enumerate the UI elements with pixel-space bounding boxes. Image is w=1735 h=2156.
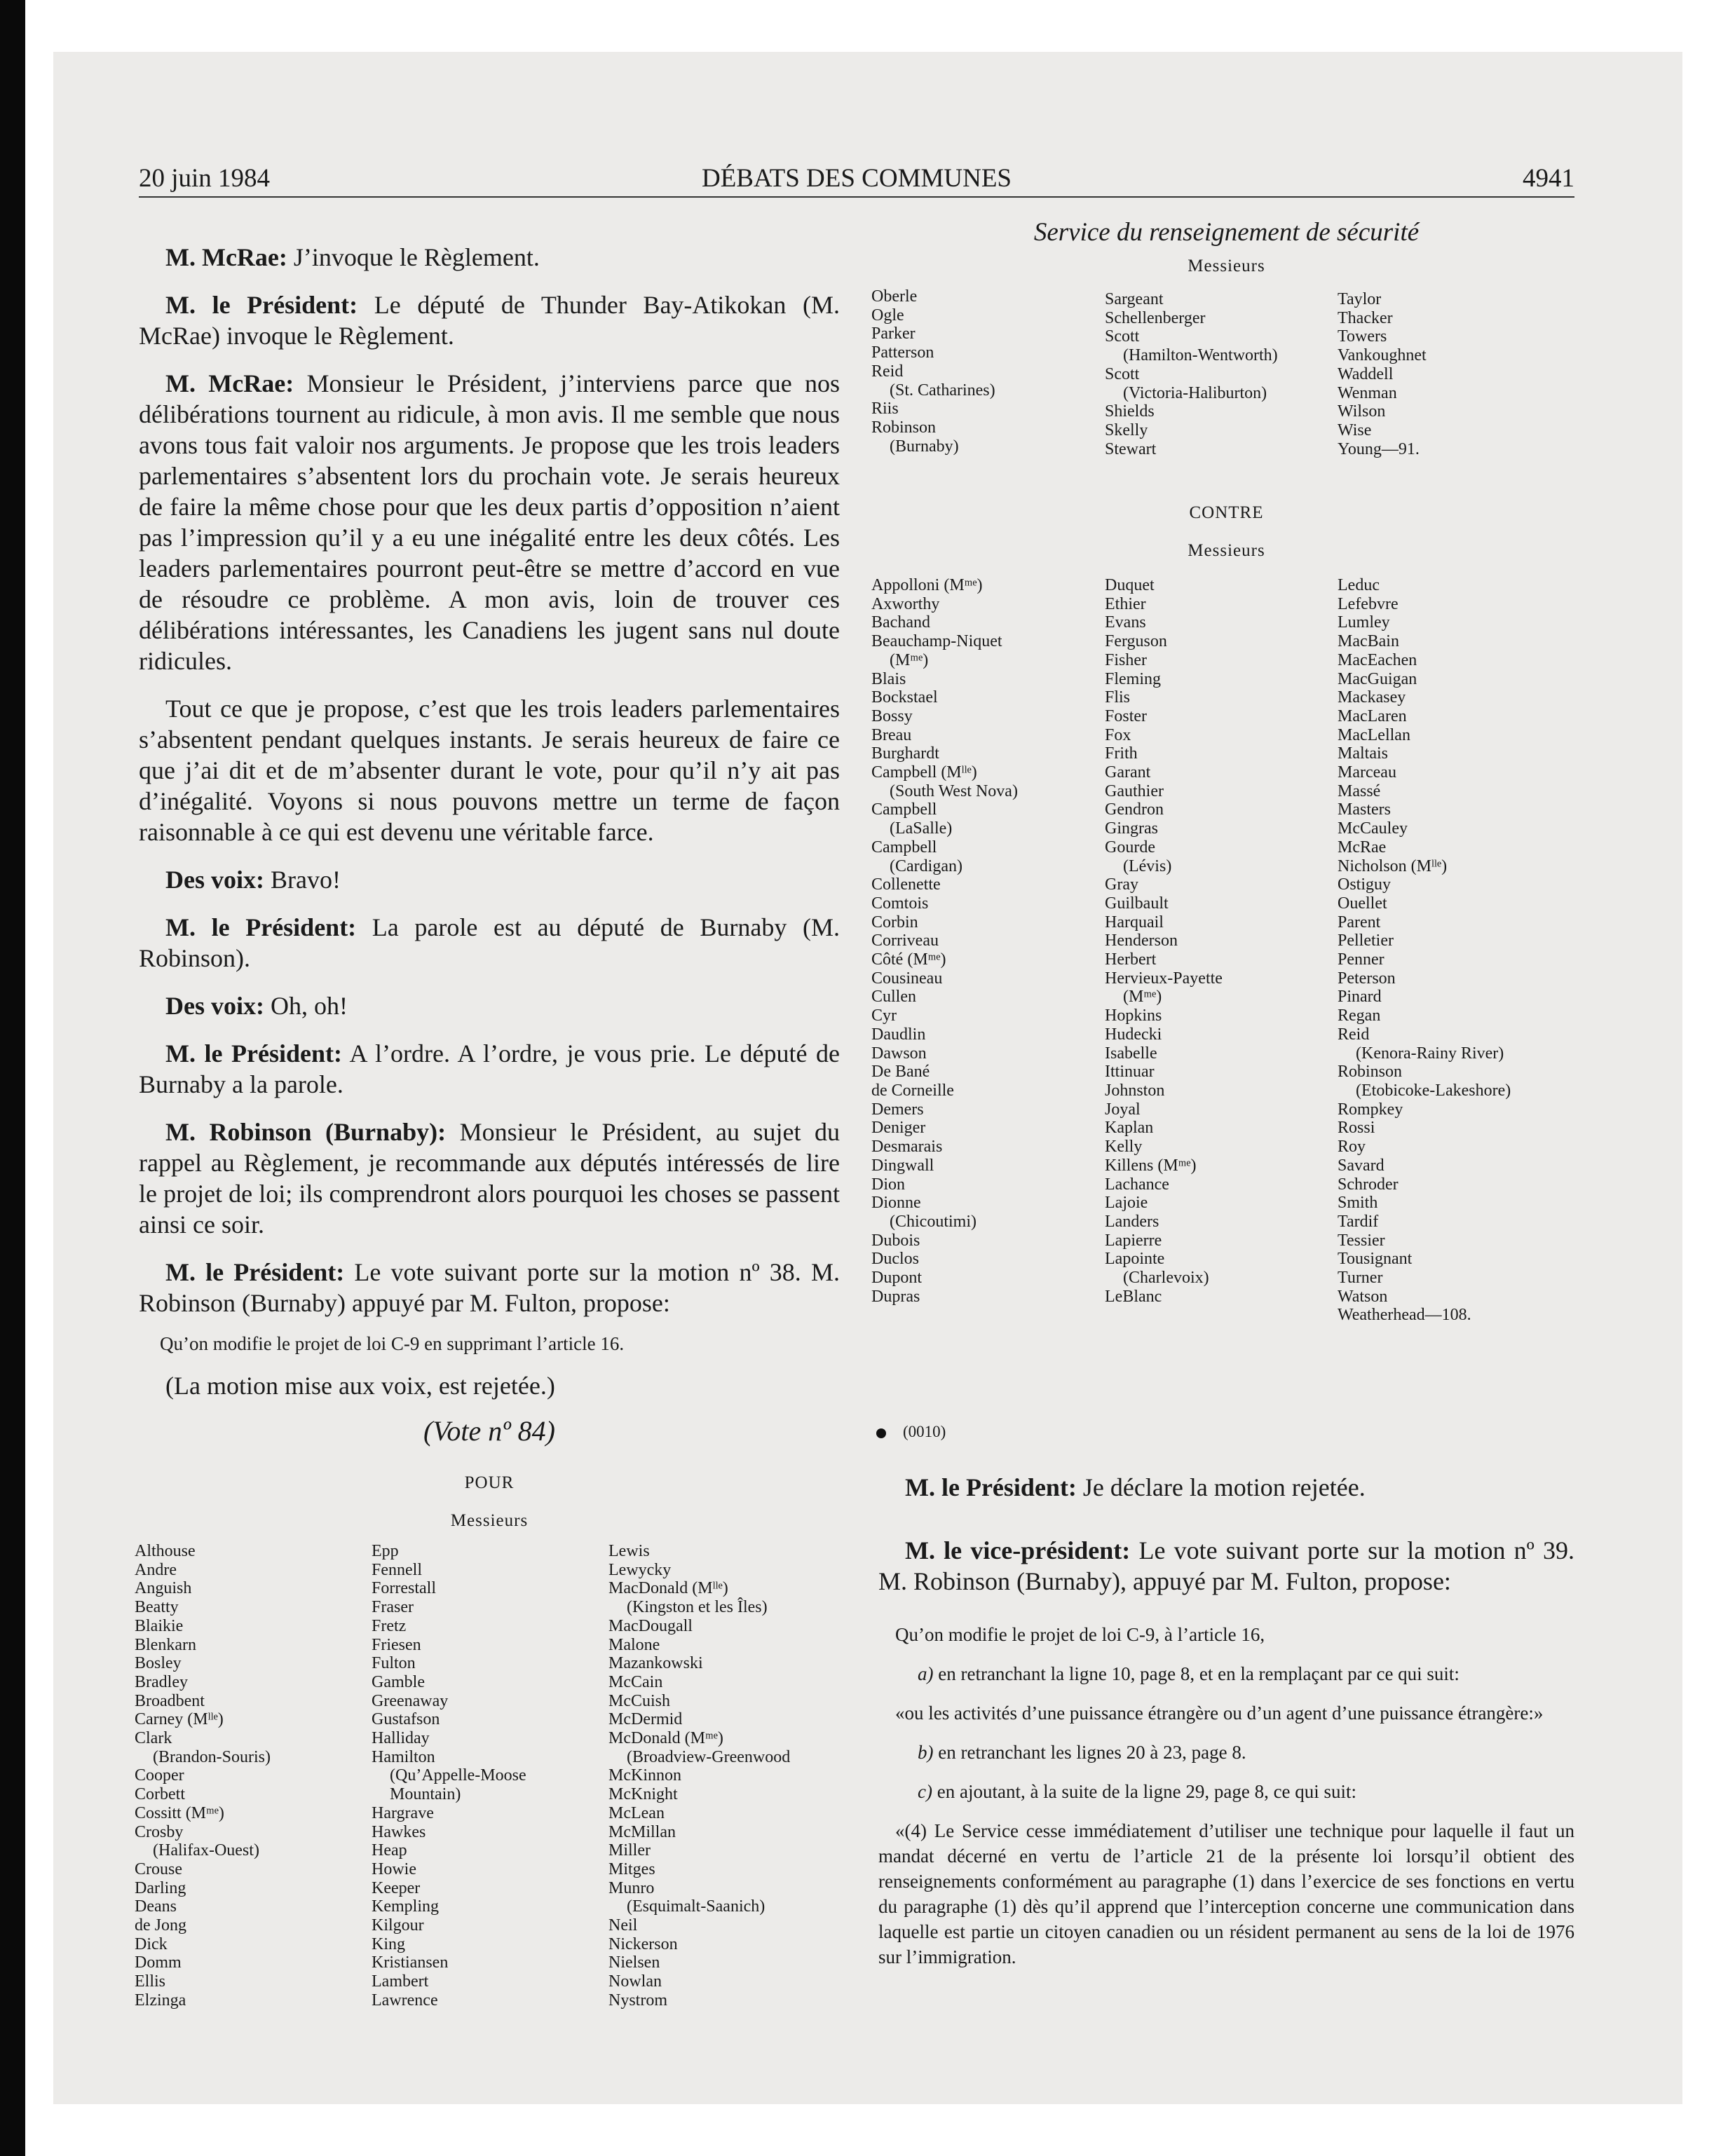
member-name: McCauley xyxy=(1338,819,1408,838)
member-name: Rossi xyxy=(1338,1119,1375,1138)
pour-list-col2 xyxy=(372,1542,526,2010)
member-name: Roy xyxy=(1338,1138,1366,1157)
member-name: Gingras xyxy=(1105,819,1158,838)
member-name: McCain xyxy=(608,1672,663,1691)
member-name: Oberle xyxy=(871,287,918,306)
member-name: Dubois xyxy=(871,1231,920,1250)
member-name: Dion xyxy=(871,1175,905,1194)
member-name: Corbett xyxy=(135,1785,185,1804)
member-name: Skelly xyxy=(1105,421,1148,439)
paragraph: M. le Président: Je déclare la motion rejetée. xyxy=(905,1473,1366,1501)
time-marker: (0010) xyxy=(876,1423,946,1441)
member-name: Garant xyxy=(1105,763,1151,782)
member-name: Cooper xyxy=(135,1766,184,1785)
amendment-a-quote: «ou les activités d’une puissance étrangère ou d’un agent d’une puissance étrangère:» xyxy=(895,1703,1544,1724)
member-name: McDonald (Mᵐᵉ) xyxy=(608,1729,723,1748)
member-name: Smith xyxy=(1338,1194,1378,1213)
member-name: Appolloni (Mᵐᵉ) xyxy=(871,576,983,594)
member-name: (Brandon-Souris) xyxy=(153,1747,271,1766)
contre-label: CONTRE xyxy=(1189,503,1264,522)
member-name: McKnight xyxy=(608,1785,678,1804)
member-name: Lajoie xyxy=(1105,1194,1148,1213)
member-name: Wenman xyxy=(1338,383,1397,402)
member-name: Burghardt xyxy=(871,744,939,763)
member-name: Dawson xyxy=(871,1044,927,1063)
member-name: Nickerson xyxy=(608,1935,678,1953)
right-pour-col2 xyxy=(1105,290,1278,458)
member-name: (Etobicoke-Lakeshore) xyxy=(1356,1081,1511,1100)
header-title: DÉBATS DES COMMUNES xyxy=(701,164,1012,193)
member-name: Kristiansen xyxy=(372,1953,449,1972)
member-name: (Kenora-Rainy River) xyxy=(1356,1044,1504,1063)
member-name: (South West Nova) xyxy=(890,782,1018,800)
member-name: Blenkarn xyxy=(135,1635,196,1654)
member-name: Kaplan xyxy=(1105,1119,1154,1138)
member-name: (Qu’Appelle-Moose xyxy=(390,1766,526,1785)
member-name: Kelly xyxy=(1105,1138,1143,1157)
member-name: Vankoughnet xyxy=(1338,346,1427,365)
member-name: Hudecki xyxy=(1105,1025,1162,1044)
member-name: Scott xyxy=(1105,364,1140,383)
member-name: Deniger xyxy=(871,1119,926,1138)
member-name: Herbert xyxy=(1105,950,1157,969)
member-name: De Bané xyxy=(871,1063,930,1082)
member-name: Turner xyxy=(1338,1269,1383,1288)
right-pour-col3 xyxy=(1338,290,1427,458)
member-name: Isabelle xyxy=(1105,1044,1157,1063)
member-name: Campbell (Mˡˡᵉ) xyxy=(871,763,977,782)
bullet-icon xyxy=(876,1428,886,1438)
member-name: Greenaway xyxy=(372,1691,449,1710)
member-name: (Kingston et les Îles) xyxy=(627,1598,768,1617)
member-name: Mitges xyxy=(608,1860,655,1878)
member-name: Ouellet xyxy=(1338,894,1387,913)
paragraph: M. le Président: Le vote suivant porte sur la motion nº 38. M. Robinson (Burnaby) appuyé par M. Fulton, propose: xyxy=(139,1258,840,1317)
member-name: (Lévis) xyxy=(1123,857,1172,875)
member-name: Lewis xyxy=(608,1542,650,1560)
member-name: Blais xyxy=(871,669,906,688)
member-name: Daudlin xyxy=(871,1025,926,1044)
member-name: Fennell xyxy=(372,1560,422,1579)
member-name: Lapierre xyxy=(1105,1231,1162,1250)
paragraph: M. le Président: A l’ordre. A l’ordre, je vous prie. Le député de Burnaby a la parole. xyxy=(139,1039,840,1098)
member-name: Domm xyxy=(135,1953,182,1972)
pour-messieurs-label: Messieurs xyxy=(450,1511,529,1530)
member-name: MacGuigan xyxy=(1338,669,1417,688)
member-name: Althouse xyxy=(135,1542,196,1560)
member-name: Blaikie xyxy=(135,1616,184,1635)
right-messieurs-label: Messieurs xyxy=(1188,257,1265,275)
member-name: Mazankowski xyxy=(608,1654,703,1673)
left-column xyxy=(139,242,840,1418)
member-name: Demers xyxy=(871,1100,924,1119)
member-name: Lambert xyxy=(372,1972,429,1991)
member-name: Ellis xyxy=(135,1972,166,1991)
member-name: Bachand xyxy=(871,613,930,632)
member-name: Anguish xyxy=(135,1579,192,1598)
member-name: Dick xyxy=(135,1935,168,1953)
member-name: (Hamilton-Wentworth) xyxy=(1123,346,1278,365)
paragraph: M. le Président: La parole est au député de Burnaby (M. Robinson). xyxy=(139,913,840,972)
member-name: Corriveau xyxy=(871,932,939,950)
member-name: Thacker xyxy=(1338,308,1393,327)
member-name: Elzinga xyxy=(135,1991,186,2010)
member-name: King xyxy=(372,1935,405,1953)
member-name: Peterson xyxy=(1338,969,1396,988)
member-name: Friesen xyxy=(372,1635,421,1654)
member-name: (Charlevoix) xyxy=(1123,1269,1209,1288)
contre-list-col3 xyxy=(1338,576,1511,1325)
member-name: Hervieux-Payette xyxy=(1105,969,1223,988)
member-name: Beauchamp-Niquet xyxy=(871,632,1002,651)
member-name: Campbell xyxy=(871,838,937,857)
member-name: Leduc xyxy=(1338,576,1380,594)
member-name: Stewart xyxy=(1105,439,1157,458)
member-name: Halliday xyxy=(372,1729,430,1748)
member-name: (LaSalle) xyxy=(890,819,953,838)
member-name: Keeper xyxy=(372,1878,421,1897)
contre-list-col1 xyxy=(871,576,1018,1306)
member-name: Johnston xyxy=(1105,1081,1165,1100)
member-name: Ostiguy xyxy=(1338,875,1392,894)
member-name: Comtois xyxy=(871,894,929,913)
member-name: Guilbault xyxy=(1105,894,1169,913)
member-name: MacEachen xyxy=(1338,650,1417,669)
member-name: Dionne xyxy=(871,1194,921,1213)
member-name: Malone xyxy=(608,1635,660,1654)
pour-list-col3 xyxy=(608,1542,790,2010)
member-name: Epp xyxy=(372,1542,399,1560)
member-name: Tousignant xyxy=(1338,1250,1413,1269)
member-name: Landers xyxy=(1105,1212,1159,1231)
member-name: (Esquimalt-Saanich) xyxy=(627,1897,766,1916)
member-name: Regan xyxy=(1338,1007,1381,1025)
member-name: Wilson xyxy=(1338,402,1386,421)
member-name: Fulton xyxy=(372,1654,416,1673)
member-name: Crosby xyxy=(135,1822,184,1841)
member-name: Collenette xyxy=(871,875,941,894)
member-name: Schroder xyxy=(1338,1175,1399,1194)
member-name: Masters xyxy=(1338,800,1391,819)
member-name: Cousineau xyxy=(871,969,943,988)
member-name: Lewycky xyxy=(608,1560,672,1579)
member-name: Robinson xyxy=(871,418,937,437)
member-name: Desmarais xyxy=(871,1138,943,1157)
member-name: Ferguson xyxy=(1105,632,1167,651)
member-name: Hargrave xyxy=(372,1803,434,1822)
member-name: Towers xyxy=(1338,327,1387,346)
member-name: (Mᵐᵉ) xyxy=(890,650,929,669)
paragraph: M. le Président: Le député de Thunder Bay-Atikokan (M. McRae) invoque le Règlement. xyxy=(139,291,841,350)
member-name: Heap xyxy=(372,1841,407,1860)
member-name: Breau xyxy=(871,725,912,744)
member-name: Lumley xyxy=(1338,613,1390,632)
member-name: Harquail xyxy=(1105,913,1164,932)
member-name: MacDougall xyxy=(608,1616,693,1635)
member-name: Axworthy xyxy=(871,594,940,613)
member-name: Schellenberger xyxy=(1105,308,1206,327)
member-name: McKinnon xyxy=(608,1766,681,1785)
member-name: Kempling xyxy=(372,1897,439,1916)
member-name: McLean xyxy=(608,1803,665,1822)
member-name: Weatherhead—108. xyxy=(1338,1306,1471,1325)
section-title: Service du renseignement de sécurité xyxy=(1033,218,1420,247)
member-name: Ittinuar xyxy=(1105,1063,1155,1082)
member-name: Bockstael xyxy=(871,688,938,707)
member-name: MacDonald (Mˡˡᵉ) xyxy=(608,1579,728,1598)
member-name: Shields xyxy=(1105,402,1155,421)
member-name: Cullen xyxy=(871,988,916,1007)
member-name: Parker xyxy=(871,325,916,343)
vote-title: (Vote nº 84) xyxy=(423,1415,555,1447)
member-name: Marceau xyxy=(1338,763,1396,782)
amendment-c: c) en ajoutant, à la suite de la ligne 29, page 8, ce qui suit: xyxy=(918,1781,1357,1802)
member-name: Gendron xyxy=(1105,800,1164,819)
amendment-a: a) en retranchant la ligne 10, page 8, et en la remplaçant par ce qui suit: xyxy=(918,1663,1460,1684)
member-name: MacBain xyxy=(1338,632,1399,651)
member-name: Campbell xyxy=(871,800,937,819)
member-name: (Cardigan) xyxy=(890,857,962,875)
member-name: Nicholson (Mˡˡᵉ) xyxy=(1338,857,1448,875)
paragraph: M. Robinson (Burnaby): Monsieur le Président, au sujet du rappel au Règlement, je recommande aux députés intéressés de lire le projet de loi; ils comprendront alors pourquoi les choses se passent ainsi ce soir. xyxy=(139,1118,840,1239)
motion-result: (La motion mise aux voix, est rejetée.) xyxy=(165,1372,555,1400)
member-name: Fretz xyxy=(372,1616,407,1635)
member-name: Foster xyxy=(1105,707,1147,725)
member-name: Rompkey xyxy=(1338,1100,1403,1119)
member-name: Cyr xyxy=(871,1007,897,1025)
header-page-number: 4941 xyxy=(1523,164,1574,193)
member-name: Penner xyxy=(1338,950,1384,969)
member-name: (Burnaby) xyxy=(890,437,959,456)
member-name: Parent xyxy=(1338,913,1381,932)
member-name: Riis xyxy=(871,400,899,418)
member-name: Young—91. xyxy=(1338,439,1420,458)
member-name: Massé xyxy=(1338,782,1381,800)
member-name: Pelletier xyxy=(1338,932,1394,950)
member-name: Watson xyxy=(1338,1287,1388,1306)
member-name: Carney (Mˡˡᵉ) xyxy=(135,1710,224,1729)
pour-list-col1 xyxy=(135,1542,271,2010)
member-name: Hopkins xyxy=(1105,1007,1162,1025)
contre-list-col2 xyxy=(1105,576,1223,1306)
paragraph: M. le vice-président: Le vote suivant porte sur la motion nº 39. M. Robinson (Burnaby), appuyé par M. Fulton, propose: xyxy=(878,1536,1574,1595)
member-name: Miller xyxy=(608,1841,651,1860)
member-name: McRae xyxy=(1338,838,1387,857)
amendment-c-quote: «(4) Le Service cesse immédiatement d’utiliser une technique pour laquelle il faut un mandat décerné en vertu de l’article 21 de la présente loi lorsqu’il obtient des renseignements conformément au paragraphe (1) dans l’exercice de ses fonctions en vertu du paragraphe (1) dès qu’il apprend que l’interception concerne une communication dans laquelle est partie un citoyen canadien ou un résident permanent au sens de la loi de 1976 sur l’immigration. xyxy=(878,1820,1574,1967)
member-name: Fox xyxy=(1105,725,1131,744)
member-name: McMillan xyxy=(608,1822,676,1841)
member-name: Patterson xyxy=(871,343,934,362)
member-name: (Chicoutimi) xyxy=(890,1212,977,1231)
right-pour-col1 xyxy=(871,287,995,456)
member-name: Nielsen xyxy=(608,1953,660,1972)
member-name: Duclos xyxy=(871,1250,919,1269)
member-name: McDermid xyxy=(608,1710,683,1729)
member-name: Gray xyxy=(1105,875,1138,894)
member-name: Dupont xyxy=(871,1269,922,1288)
member-name: Duquet xyxy=(1105,576,1155,594)
member-name: Bossy xyxy=(871,707,913,725)
member-name: Reid xyxy=(1338,1025,1370,1044)
member-name: Dingwall xyxy=(871,1156,934,1175)
member-name: Killens (Mᵐᵉ) xyxy=(1105,1156,1197,1175)
member-name: MacLaren xyxy=(1338,707,1407,725)
member-name: Clark xyxy=(135,1729,172,1748)
member-name: Pinard xyxy=(1338,988,1382,1007)
member-name: Gustafson xyxy=(372,1710,440,1729)
right-text-column xyxy=(878,1472,1574,1984)
member-name: Hamilton xyxy=(372,1747,435,1766)
member-name: Fleming xyxy=(1105,669,1162,688)
member-name: Andre xyxy=(135,1560,177,1579)
member-name: Corbin xyxy=(871,913,918,932)
member-name: Darling xyxy=(135,1878,186,1897)
member-name: Mackasey xyxy=(1338,688,1406,707)
paragraph: Tout ce que je propose, c’est que les trois leaders parlementaires s’absentent pendant quelques instants. Je serais heureux de faire ce que j’ai dit et de m’absenter durant le vote, pour qu’il n’y ait pas d’inégalité. Voyons si nous pouvons mettre un terme de façon raisonnable à ce qui est devenu une véritable farce. xyxy=(139,695,840,846)
page-header xyxy=(139,154,1574,198)
member-name: Reid xyxy=(871,362,904,381)
member-name: Hawkes xyxy=(372,1822,426,1841)
member-name: Joyal xyxy=(1105,1100,1141,1119)
member-name: (Broadview-Greenwood xyxy=(627,1747,791,1766)
member-name: Crouse xyxy=(135,1860,182,1878)
member-name: de Jong xyxy=(135,1916,186,1935)
paragraph: Des voix: Oh, oh! xyxy=(165,992,348,1020)
member-name: Taylor xyxy=(1338,290,1382,308)
member-name: Bosley xyxy=(135,1654,182,1673)
paragraph: Des voix: Bravo! xyxy=(165,866,341,894)
amendment-b: b) en retranchant les lignes 20 à 23, page 8. xyxy=(918,1742,1246,1763)
amendment-intro: Qu’on modifie le projet de loi C-9, à l’article 16, xyxy=(895,1624,1265,1645)
member-name: Côté (Mᵐᵉ) xyxy=(871,950,946,969)
member-name: Tessier xyxy=(1338,1231,1385,1250)
motion-quote: Qu’on modifie le projet de loi C-9 en supprimant l’article 16. xyxy=(160,1333,625,1354)
member-name: (Halifax-Ouest) xyxy=(153,1841,259,1860)
member-name: (Mᵐᵉ) xyxy=(1123,988,1162,1007)
member-name: Frith xyxy=(1105,744,1138,763)
member-name: Ethier xyxy=(1105,594,1146,613)
member-name: Lefebvre xyxy=(1338,594,1399,613)
member-name: Lachance xyxy=(1105,1175,1169,1194)
member-name: Nystrom xyxy=(608,1991,667,2010)
member-name: de Corneille xyxy=(871,1081,954,1100)
member-name: (Victoria-Haliburton) xyxy=(1123,383,1267,402)
member-name: Deans xyxy=(135,1897,177,1916)
member-name: Robinson xyxy=(1338,1063,1403,1082)
member-name: Gourde xyxy=(1105,838,1155,857)
member-name: Forrestall xyxy=(372,1579,436,1598)
member-name: Henderson xyxy=(1105,932,1178,950)
paragraph: M. McRae: Monsieur le Président, j’interviens parce que nos délibérations tournent au ridicule, à mon avis. Il me semble que nous avons tous fait valoir nos arguments. Je propose que les trois leaders parlementaires s’absentent lors du prochain vote. Je serais heureux de faire la même chose pour que les deux partis d’opposition n’aient pas l’impression qu’il y a eu une inégalité entre les deux côtés. Les leaders parlementaires pourront peut-être se mettre d’accord en vue de résoudre ce problème. A mon avis, loin de trouver ces délibérations intéressantes, les Canadiens les jugent sans nul doute ridicules. xyxy=(139,369,840,675)
member-name: Beatty xyxy=(135,1598,179,1617)
member-name: (St. Catharines) xyxy=(890,381,995,400)
header-date: 20 juin 1984 xyxy=(139,164,271,193)
member-name: Gauthier xyxy=(1105,782,1164,800)
member-name: Sargeant xyxy=(1105,290,1164,308)
member-name: Kilgour xyxy=(372,1916,424,1935)
member-name: Dupras xyxy=(871,1287,920,1306)
member-name: Lapointe xyxy=(1105,1250,1165,1269)
member-name: Ogle xyxy=(871,306,904,325)
member-name: Bradley xyxy=(135,1672,188,1691)
member-name: Tardif xyxy=(1338,1212,1379,1231)
member-name: Neil xyxy=(608,1916,638,1935)
member-name: Howie xyxy=(372,1860,416,1878)
member-name: Maltais xyxy=(1338,744,1388,763)
member-name: LeBlanc xyxy=(1105,1287,1162,1306)
member-name: Cossitt (Mᵐᵉ) xyxy=(135,1803,224,1822)
member-name: Munro xyxy=(608,1878,655,1897)
member-name: Scott xyxy=(1105,327,1140,346)
member-name: Mountain) xyxy=(390,1785,461,1804)
binding-edge xyxy=(0,0,25,2156)
member-name: Gamble xyxy=(372,1672,425,1691)
member-name: Fisher xyxy=(1105,650,1147,669)
member-name: Broadbent xyxy=(135,1691,205,1710)
member-name: Lawrence xyxy=(372,1991,438,2010)
contre-messieurs-label: Messieurs xyxy=(1188,541,1265,560)
member-name: Fraser xyxy=(372,1598,414,1617)
pour-label: POUR xyxy=(464,1473,515,1492)
member-name: Savard xyxy=(1338,1156,1384,1175)
paragraph: M. McRae: J’invoque le Règlement. xyxy=(165,243,540,271)
member-name: Nowlan xyxy=(608,1972,662,1991)
member-name: MacLellan xyxy=(1338,725,1410,744)
member-name: Wise xyxy=(1338,421,1372,439)
member-name: Evans xyxy=(1105,613,1146,632)
member-name: Waddell xyxy=(1338,364,1394,383)
member-name: McCuish xyxy=(608,1691,671,1710)
member-name: Flis xyxy=(1105,688,1131,707)
